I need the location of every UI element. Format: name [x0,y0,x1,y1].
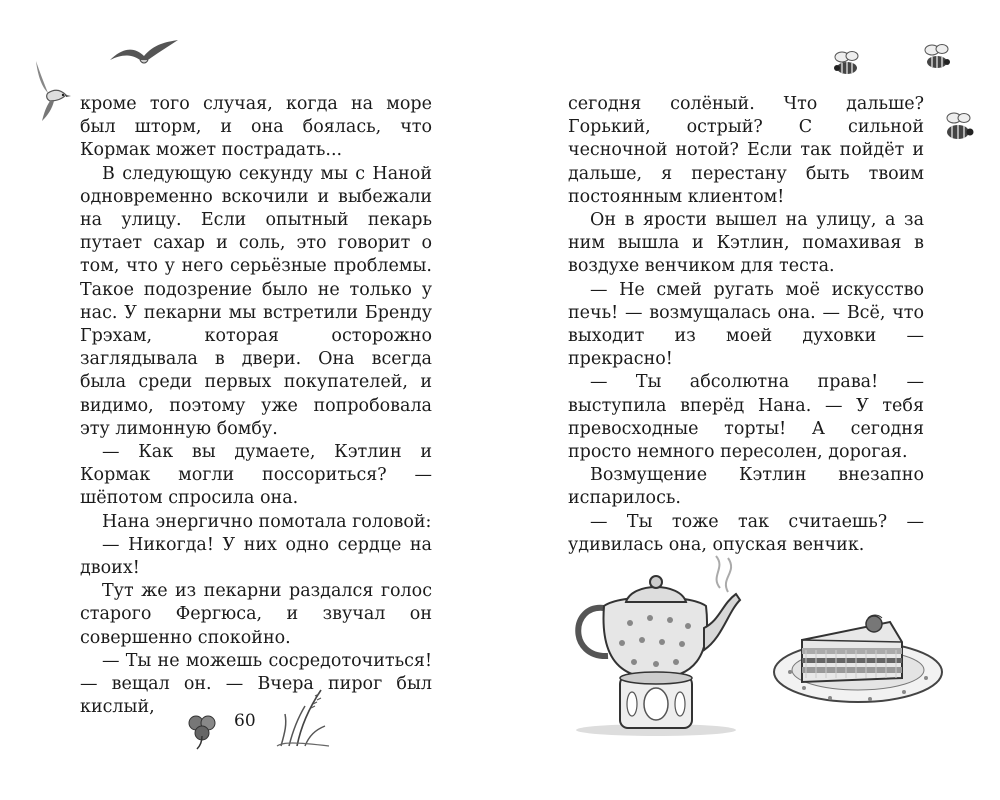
paragraph: — Не смей ругать моё искусство печь! — возмущалась она. — Всё, что выходит из моей духовки — прекрасно! [568,279,924,370]
cake-slice-icon [770,600,945,710]
paragraph: сегодня солёный. Что дальше? Горький, острый? С сильной чесночной нотой? Если так пойдёт и дальше, я перестану быть твоим постоянным клиентом! [568,94,924,207]
paragraph: Возмущение Кэтлин внезапно испарилось. [568,465,924,509]
bee-icon [940,108,976,146]
paragraph: В следующую секунду мы с Наной одновременно вскочили и выбежали на улицу. Если опытный пекарь путает сахар и соль, это говорит о том, что у него серьёзные проблемы. Такое подозрение было не только у нас. У пекарни мы встретили Бренду Грэхам, которая осторожно заглядывала в двери. Она всегда была среди первых покупателей, и видимо, поэтому уже попробовала эту лимонную бомбу. [80,163,432,439]
paragraph: Тут же из пекарни раздался голос старого Фергюса, и звучал он совершенно спокойно. [80,581,432,648]
paragraph: Он в ярости вышел на улицу, а за ним вышла и Кэтлин, помахивая в воздухе венчиком для теста. [568,210,924,277]
paragraph: — Как вы думаете, Кэтлин и Кормак могли поссориться? — шёпотом спросила она. [80,442,432,509]
bee-icon [920,40,954,74]
seagull-icon [108,38,180,70]
seagull-icon [30,55,72,125]
paragraph: кроме того случая, когда на море был шторм, и она боялась, что Кормак может пострадать... [80,94,432,161]
page-number: 60 [234,711,256,731]
clover-icon [185,712,219,750]
teapot-icon [570,548,750,738]
grass-icon [275,686,331,748]
right-page-text [568,93,924,557]
paragraph: — Ты не можешь сосредоточиться! — вещал он. — Вчера пирог был кислый, [80,650,432,718]
paragraph: — Ты абсолютна права! — выступила вперёд Нана. — У тебя превосходные торты! А сегодня просто немного пересолен, дорогая. [568,372,924,463]
paragraph: — Ты тоже так считаешь? — удивилась она, опуская венчик. [568,511,924,555]
right-page [500,0,1000,800]
left-page-text [80,93,432,719]
paragraph: — Никогда! У них одно сердце на двоих! [80,534,432,579]
bee-icon [830,48,864,78]
paragraph: Нана энергично помотала головой: [102,511,432,532]
